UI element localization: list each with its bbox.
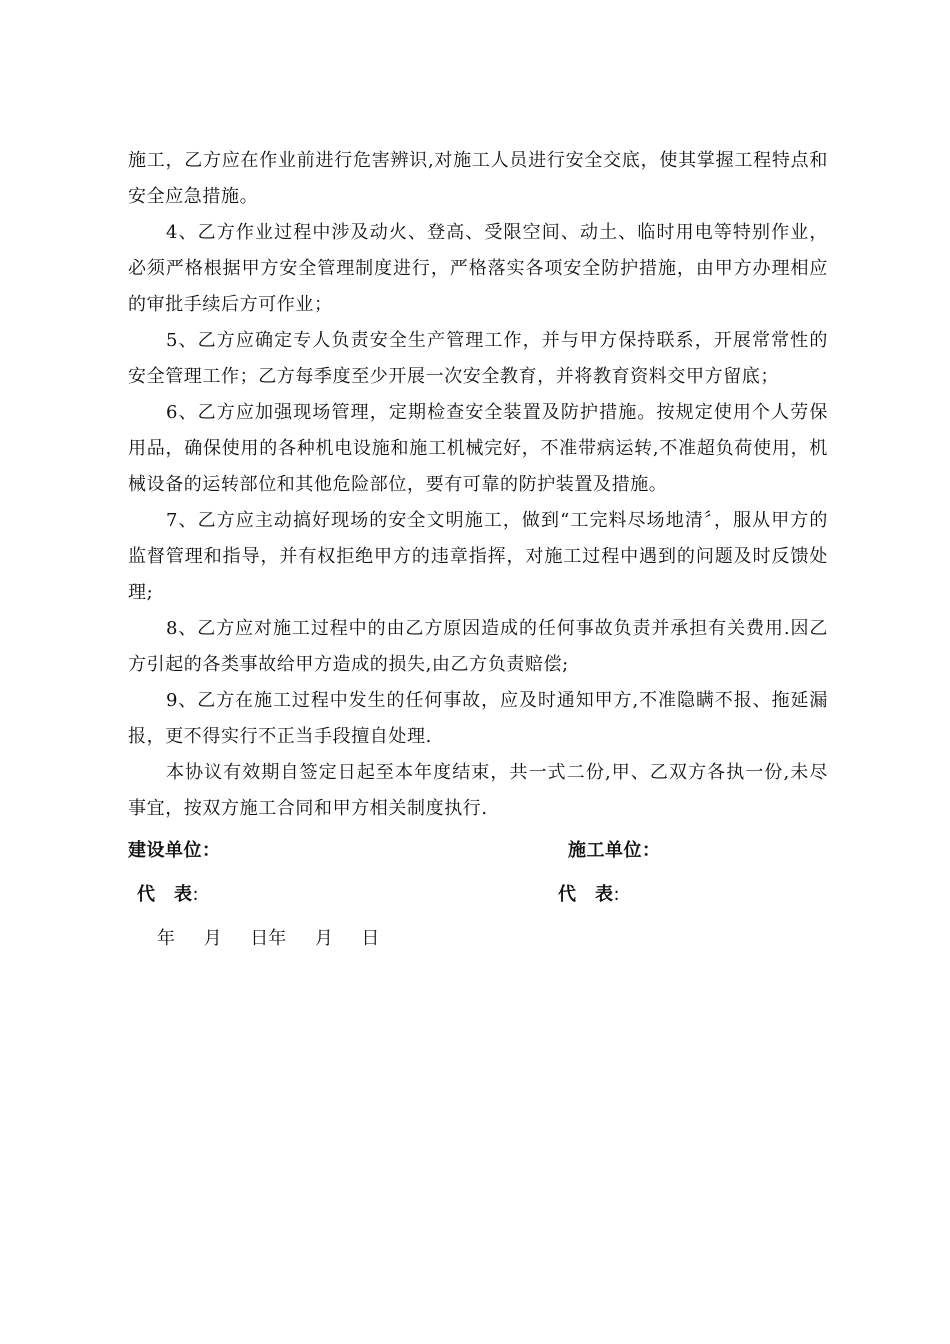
construction-unit-label: 建设单位： [128,840,221,861]
paragraph-0: 施工，乙方应在作业前进行危害辨识,对施工人员进行安全交底，使其掌握工程特点和安全应急措施。 [128,150,828,207]
paragraph-1: 4、乙方作业过程中涉及动火、登高、受限空间、动土、临时用电等特别作业，必须严格根据甲方安全管理制度进行，严格落实各项安全防护措施，由甲方办理相应的审批手续后方可作业； [128,222,828,315]
paragraph-7: 本协议有效期自签定日起至本年度结束，共一式二份,甲、乙双方各执一份,未尽事宜，按双方施工合同和甲方相关制度执行. [128,762,828,819]
paragraph-5: 8、乙方应对施工过程中的由乙方原因造成的任何事故负责并承担有关费用.因乙方引起的各类事故给甲方造成的损失,由乙方负责赔偿; [128,618,828,675]
representative-right [558,880,620,906]
contractor-unit-label: 施工单位： [568,840,661,861]
paragraph-4: 7、乙方应主动搞好现场的安全文明施工，做到“工完料尽场地清〞，服从甲方的监督管理和指导，并有权拒绝甲方的违章指挥，对施工过程中遇到的问题及时反馈处理; [128,510,828,603]
representative-left-colon: : [192,884,200,905]
agreement-body [128,143,828,827]
paragraph-3: 6、乙方应加强现场管理，定期检查安全装置及防护措施。按规定使用个人劳保用品，确保使用的各种机电设施和施工机械完好，不准带病运转,不准超负荷使用，机械设备的运转部位和其他危险部位，要有可靠的防护装置及措施。 [128,402,828,495]
representative-left-label: 代 表 [137,884,193,905]
paragraph-6: 9、乙方在施工过程中发生的任何事故，应及时通知甲方,不准隐瞒不报、拖延漏报，更不得实行不正当手段擅自处理. [128,690,828,747]
representative-left [137,880,199,906]
paragraph-2: 5、乙方应确定专人负责安全生产管理工作，并与甲方保持联系，开展常常性的安全管理工作；乙方每季度至少开展一次安全教育，并将教育资料交甲方留底； [128,330,828,387]
representative-right-label: 代 表 [558,884,614,905]
representative-right-colon: : [613,884,621,905]
date-line: 年 月 日年 月 日 [157,928,380,949]
